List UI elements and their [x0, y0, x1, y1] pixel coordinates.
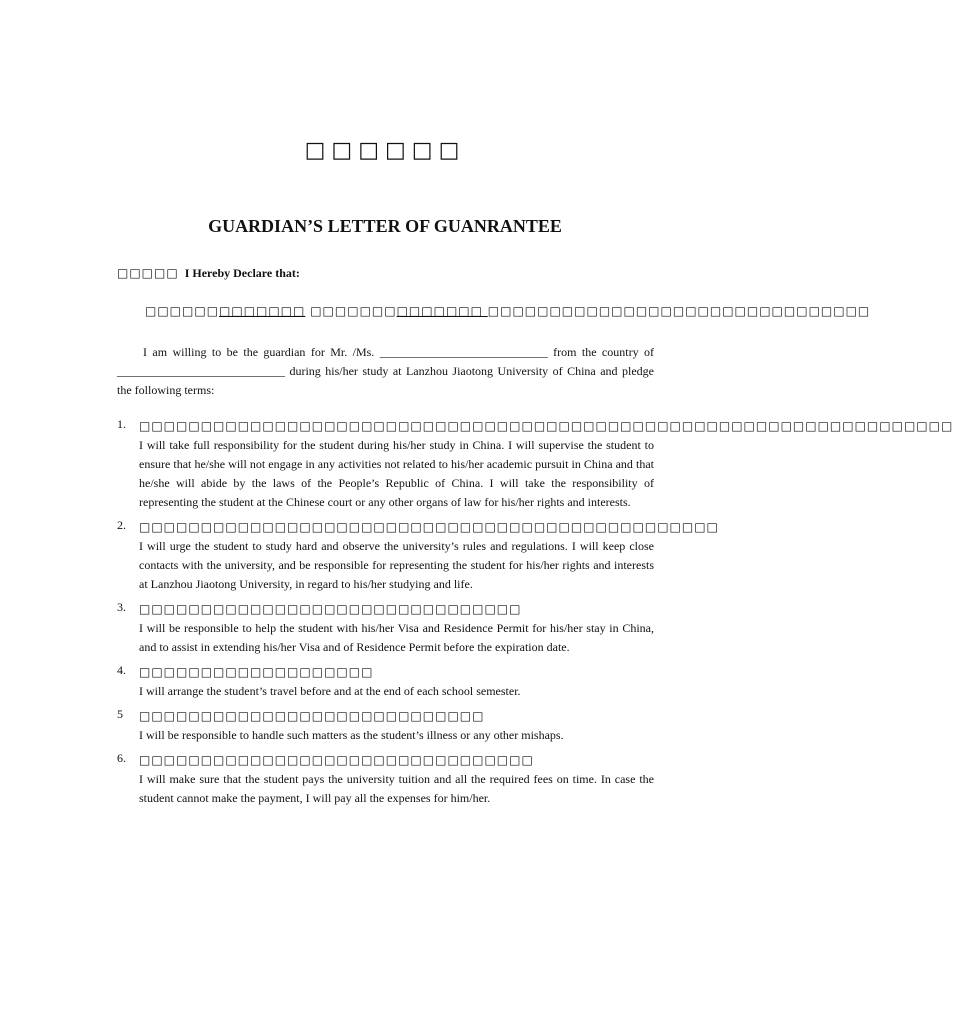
term-chinese-text: □□□□□□□□□□□□□□□□□□□ — [139, 665, 374, 679]
term-number: 1. — [117, 417, 126, 431]
pledge-chinese — [145, 304, 871, 318]
term-item — [117, 518, 719, 594]
term-english-text: I will urge the student to study hard and observe the university’s rules and regulations. I will keep close contacts with the university, and be responsible for representing the student for his/her rights and interests at Lanzhou Jiaotong University, in regard to his/her studying and life. — [139, 539, 654, 591]
term-item — [117, 707, 654, 745]
term-item — [117, 600, 654, 657]
pledge-chinese-blank-2: □□□□□□□ — [396, 304, 488, 318]
pledge-chinese-part-3: □□□□□□□□□□□□□□□□□□□□□□□□□□□□□□□ — [487, 304, 871, 318]
term-english-text: I will be responsible to handle such matters as the student’s illness or any other mishaps. — [139, 728, 564, 742]
term-english-text: I will make sure that the student pays the university tuition and all the required fees on time. In case the student cannot make the payment, I will pay all the expenses for him/her. — [139, 772, 654, 805]
declaration-line — [117, 266, 300, 281]
term-number: 5 — [117, 707, 123, 721]
terms-list — [117, 417, 953, 814]
term-chinese-text: □□□□□□□□□□□□□□□□□□□□□□□□□□□□□□□□ — [139, 753, 534, 767]
term-english-text: I will be responsible to help the student with his/her Visa and Residence Permit for his/her stay in China, and to assist in extending his/her Visa and of Residence Permit before the expiration date. — [139, 621, 654, 654]
term-number: 2. — [117, 518, 126, 532]
term-english-text: I will arrange the student’s travel before and at the end of each school semester. — [139, 684, 521, 698]
term-number: 3. — [117, 600, 126, 614]
term-number: 6. — [117, 751, 126, 765]
pledge-chinese-blank-1: □□□□□□□ — [219, 304, 306, 318]
term-item — [117, 417, 953, 512]
document-title-chinese: □□□□□□ — [304, 138, 466, 163]
term-number: 4. — [117, 663, 126, 677]
term-english-text: I will take full responsibility for the student during his/her study in China. I will supervise the student to ensure that he/she will not engage in any activities not related to his/her academic pursuit in China and that he/she will abide by the laws of the People’s Republic of China. I will take the responsibility of representing the student at the Chinese court or any other organs of law for his/her rights and interests. — [139, 438, 654, 509]
term-item — [117, 751, 654, 808]
pledge-english-text: I am willing to be the guardian for Mr. /Ms. ____________________________ from the country of ____________________________ during his/her study at Lanzhou Jiaotong University of China and pledge the following terms: — [117, 345, 654, 397]
declaration-chinese: □□□□□ — [117, 266, 179, 280]
pledge-chinese-part-2: □□□□□□□ — [305, 304, 397, 318]
term-chinese-text: □□□□□□□□□□□□□□□□□□□□□□□□□□□□□□□□□□□□□□□□□□□□□□□□□□□□□□□□□□□□□□□□□□ — [139, 419, 953, 433]
pledge-chinese-part-1: □□□□□□ — [145, 304, 220, 318]
term-item — [117, 663, 654, 701]
term-chinese-text: □□□□□□□□□□□□□□□□□□□□□□□□□□□□□□□ — [139, 602, 522, 616]
pledge-english — [117, 343, 654, 400]
document-title-english: GUARDIAN’S LETTER OF GUANRANTEE — [208, 216, 562, 236]
term-chinese-text: □□□□□□□□□□□□□□□□□□□□□□□□□□□□ — [139, 709, 485, 723]
term-chinese-text: □□□□□□□□□□□□□□□□□□□□□□□□□□□□□□□□□□□□□□□□□□□□□□□ — [139, 520, 719, 534]
declaration-english: I Hereby Declare that: — [184, 266, 300, 280]
